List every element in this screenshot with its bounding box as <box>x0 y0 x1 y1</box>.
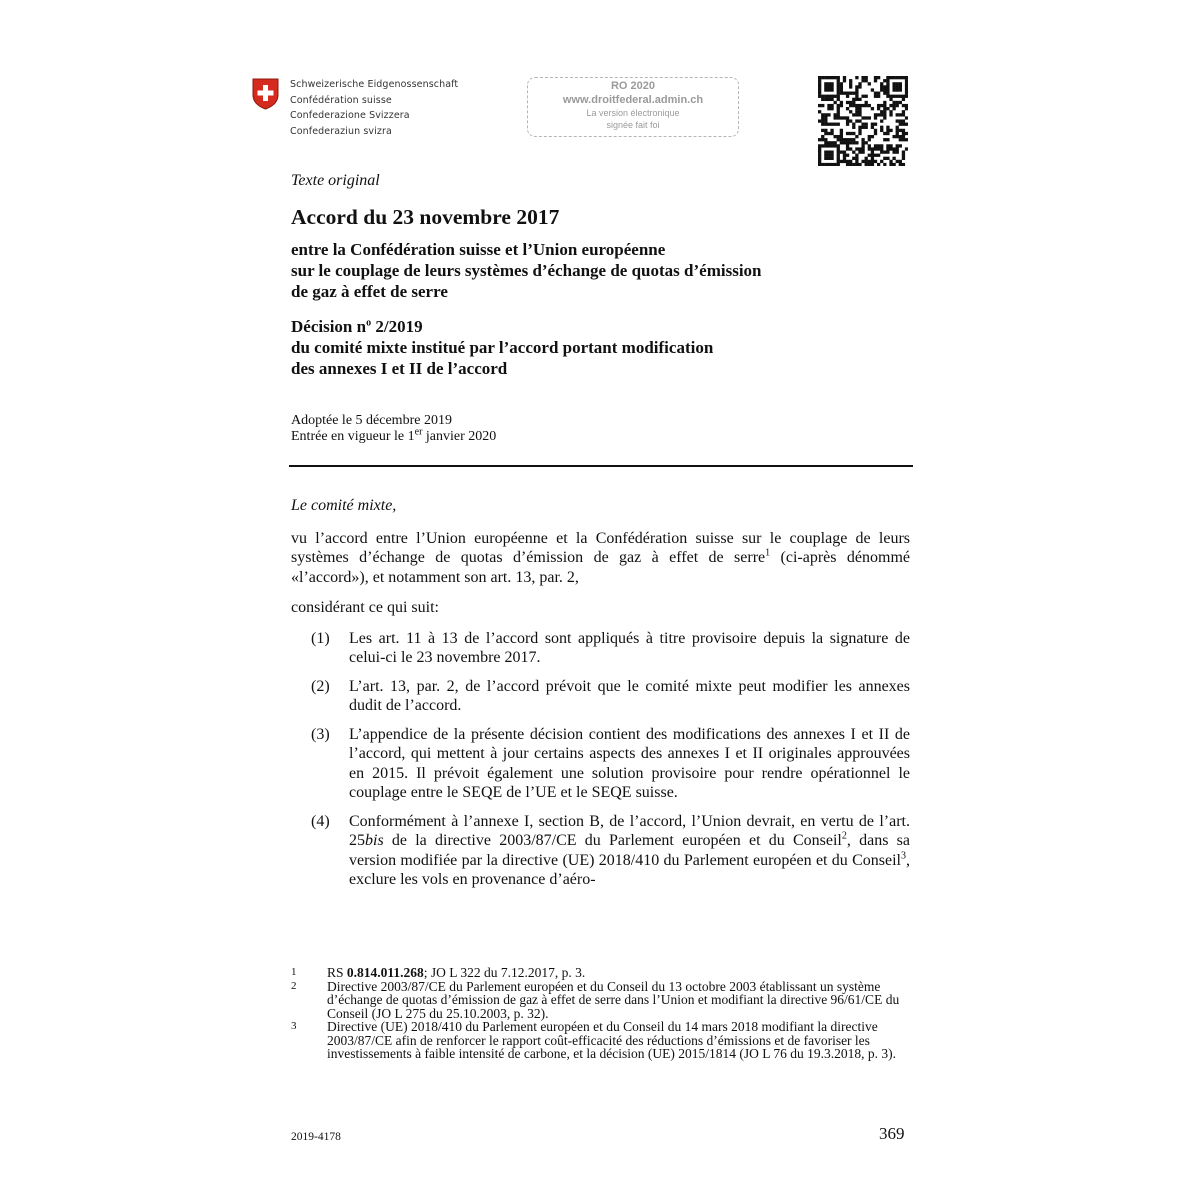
electronic-signature-stamp <box>527 77 739 137</box>
adopted-date: Adoptée le 5 décembre 2019 <box>291 413 452 428</box>
swiss-coat-of-arms-icon <box>252 78 279 115</box>
document-code: 2019-4178 <box>291 1131 341 1143</box>
decision-body <box>291 496 910 899</box>
footnote-ref[interactable]: 3 <box>901 850 906 862</box>
list-item: (1) Les art. 11 à 13 de l’accord sont appliqués à titre provisoire depuis la signature de celui-ci le 23 novembre 2017. <box>311 629 910 666</box>
decision-heading <box>291 316 931 379</box>
original-text-label: Texte original <box>291 172 380 189</box>
in-force-date: Entrée en vigueur le 1er janvier 2020 <box>291 426 497 444</box>
confederation-names <box>290 77 458 139</box>
page-title: Accord du 23 novembre 2017 <box>291 205 560 229</box>
decision-line: des annexes I et II de l’accord <box>291 359 508 378</box>
preamble-intro: Le comité mixte, <box>291 497 397 514</box>
stamp-note-1: La version électronique <box>586 108 680 118</box>
subtitle-line: sur le couplage de leurs systèmes d’échange de quotas d’émission <box>291 261 762 280</box>
subtitle-line: de gaz à effet de serre <box>291 282 448 301</box>
list-item: (4) Conformément à l’annexe I, section B, de l’accord, l’Union devrait, en vertu de l’art. 25bis de la directive 2003/87/CE du Parlement européen et du Conseil$^2$, dans sa version modifiée par la directive (UE) 2018/410 du Parlement européen et du Conseil$^3$, exclure les vols en provenance d’aéro- <box>311 812 911 888</box>
footnote: 2 Directive 2003/87/CE du Parlement européen et du Conseil du 13 octobre 2003 établissant un système d’échange de quotas d’émission de gaz à effet de serre dans l’Union et modifiant la directive 96/61/CE du Conseil (JO L 275 du 25.10.2003, p. 32). <box>291 978 900 1021</box>
stamp-url[interactable]: www.droitfederal.admin.ch <box>562 94 704 106</box>
page-number: 369 <box>879 1124 905 1143</box>
confed-line-it: Confederazione Svizzera <box>290 110 410 121</box>
footnote-ref[interactable]: 1 <box>765 547 771 559</box>
decision-line: du comité mixte institué par l’accord portant modification <box>291 338 714 357</box>
considering: considérant ce qui suit: <box>291 599 439 616</box>
decision-dates <box>291 413 496 445</box>
footnotes <box>291 966 910 1061</box>
recital: vu l’accord entre l’Union européenne et la Confédération suisse sur le couplage de leurs systèmes d’échange de quotas d’émission de gaz à effet de serre$^1$ (ci-après dénommé «l’accord»), et notamment son art. 13, par. 2, <box>291 529 910 586</box>
subtitle-line: entre la Confédération suisse et l’Union européenne <box>291 240 666 259</box>
list-item: (2) L’art. 13, par. 2, de l’accord prévoit que le comité mixte peut modifier les annexes dudit de l’accord. <box>311 677 910 714</box>
confed-line-fr: Confédération suisse <box>290 94 392 106</box>
header-divider <box>289 465 913 467</box>
footnote: 1 RS 0.814.011.268; JO L 322 du 7.12.2017, p. 3. <box>291 965 586 980</box>
footnote-ref[interactable]: 2 <box>841 830 847 842</box>
list-item: (3) L’appendice de la présente décision contient des modifications des annexes I et II de l’accord, qui mettent à jour certains aspects des annexes I et II originales approuvées en 2015. Il prévoit également une solution provisoire pour rendre opérationnel le couplage entre le SEQE de l’UE et le SEQE suisse. <box>311 725 910 801</box>
agreement-subtitle <box>291 239 931 302</box>
stamp-ro: RO 2020 <box>610 80 656 92</box>
confed-line-rm: Confederaziun svizra <box>290 125 392 137</box>
qr-code-icon <box>818 76 908 166</box>
confed-line-de: Schweizerische Eidgenossenschaft <box>290 79 459 90</box>
stamp-note-2: signée fait foi <box>606 120 660 130</box>
footnote: 3 Directive (UE) 2018/410 du Parlement européen et du Conseil du 14 mars 2018 modifiant la directive 2003/87/CE afin de renforcer le rapport coût-efficacité des réductions d’émissions et de favoriser les investissements à faible intensité de carbone, et la décision (UE) 2015/1814 (JO L 76 du 19.3.2018, p. 3). <box>291 1019 896 1061</box>
decision-number: Décision $n^o$ 2/2019 <box>291 317 423 336</box>
